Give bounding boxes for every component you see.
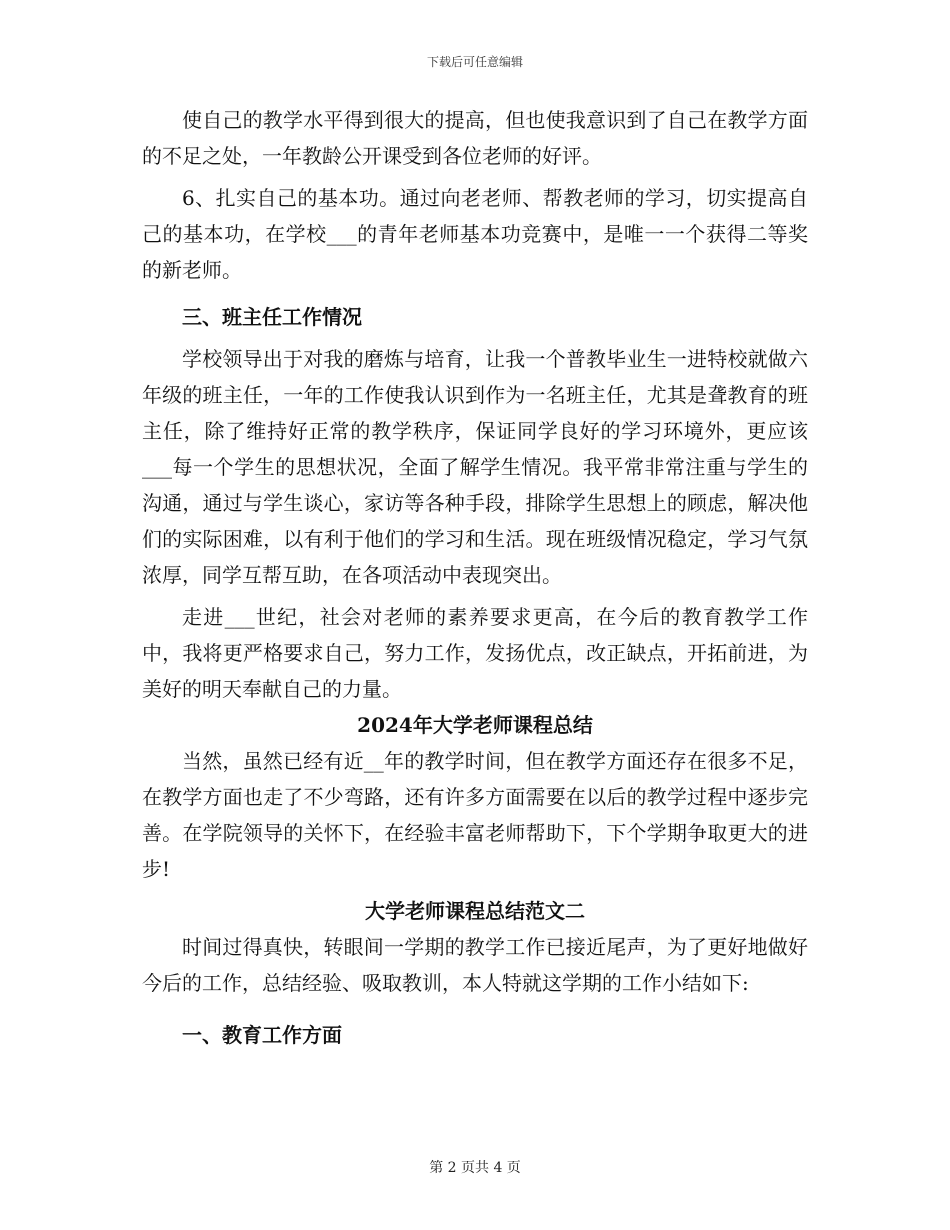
paragraph-teaching-level: 使自己的教学水平得到很大的提高，但也使我意识到了自己在教学方面的不足之处，一年教龄公开课受到各位老师的好评。 [142,108,808,168]
document-title-2024-summary: 2024年大学老师课程总结 [357,713,593,737]
paragraph-basic-skills: 6、扎实自己的基本功。通过向老老师、帮教老师的学习，切实提高自己的基本功，在学校___的青年老师基本功竞赛中，是唯一一个获得二等奖的新老师。 [142,186,808,282]
section-heading-class-teacher: 三、班主任工作情况 [182,305,362,329]
document-body [142,102,808,1053]
page-footer-number: 第 2 页共 4 页 [429,1160,521,1176]
paragraph-class-teacher-work: 学校领导出于对我的磨炼与培育，让我一个普教毕业生一进特校就做六年级的班主任，一年的工作使我认识到作为一名班主任，尤其是聋教育的班主任，除了维持好正常的教学秩序，保证同学良好的学习环境外，更应该___每一个学生的思想状况，全面了解学生情况。我平常非常注重与学生的沟通，通过与学生谈心，家访等各种手段，排除学生思想上的顾虑，解决他们的实际困难，以有利于他们的学习和生活。现在班级情况稳定，学习气氛浓厚，同学互帮互助，在各项活动中表现突出。 [142,347,808,587]
document-title-sample-two: 大学老师课程总结范文二 [365,899,585,923]
paragraph-new-century: 走进___世纪，社会对老师的素养要求更高，在今后的教育教学工作中，我将更严格要求自己，努力工作，发扬优点，改正缺点，开拓前进，为美好的明天奉献自己的力量。 [142,605,808,701]
section-heading-education-work: 一、教育工作方面 [182,1023,342,1047]
paragraph-shortcomings: 当然，虽然已经有近__年的教学时间，但在教学方面还存在很多不足，在教学方面也走了不少弯路，还有许多方面需要在以后的教学过程中逐步完善。在学院领导的关怀下，在经验丰富老师帮助下，下个学期争取更大的进步! [142,749,808,881]
paragraph-semester-summary: 时间过得真快，转眼间一学期的教学工作已接近尾声，为了更好地做好今后的工作，总结经验、吸取教训，本人特就这学期的工作小结如下: [142,935,808,995]
page-header-note: 下载后可任意编辑 [426,55,523,69]
